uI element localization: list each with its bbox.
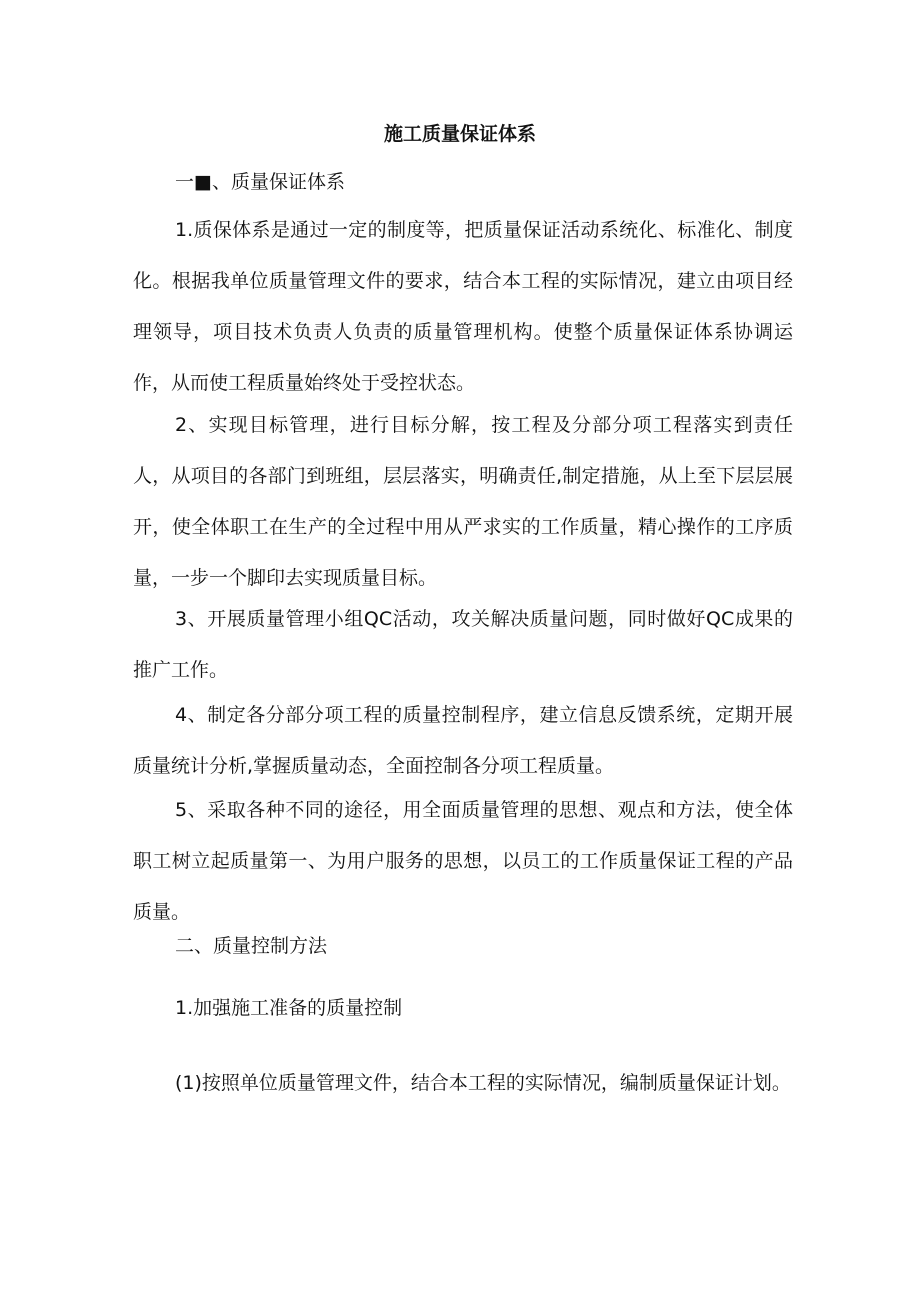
paragraph-4: 4、制定各分部分项工程的质量控制程序，建立信息反馈系统，定期开展质量统计分析,掌握质量动态，全面控制各分项工程质量。 [133, 704, 793, 777]
section-heading-quality-control-methods: 二、质量控制方法 [175, 935, 328, 957]
sub-paragraph-1: (1)按照单位质量管理文件，结合本工程的实际情况，编制质量保证计划。 [175, 1072, 791, 1094]
paragraph-2: 2、实现目标管理，进行目标分解，按工程及分部分项工程落实到责任人，从项目的各部门到班组，层层落实，明确责任,制定措施，从上至下层层展开，使全体职工在生产的全过程中用从严求实的工作质量，精心操作的工序质量，一步一个脚印去实现质量目标。 [133, 414, 793, 589]
document-title: 施工质量保证体系 [383, 123, 536, 145]
paragraph-3: 3、开展质量管理小组QC活动，攻关解决质量问题，同时做好QC成果的推广工作。 [133, 608, 793, 681]
paragraph-5: 5、采取各种不同的途径，用全面质量管理的思想、观点和方法，使全体职工树立起质量第一、为用户服务的思想，以员工的工作质量保证工程的产品质量。 [133, 799, 793, 923]
paragraph-1: 1.质保体系是通过一定的制度等，把质量保证活动系统化、标准化、制度化。根据我单位质量管理文件的要求，结合本工程的实际情况，建立由项目经理领导，项目技术负责人负责的质量管理机构。使整个质量保证体系协调运作，从而使工程质量始终处于受控状态。 [133, 219, 793, 394]
section-heading-quality-assurance-system: 一■、质量保证体系 [175, 171, 345, 193]
subsection-heading-construction-preparation: 1.加强施工准备的质量控制 [175, 997, 403, 1019]
